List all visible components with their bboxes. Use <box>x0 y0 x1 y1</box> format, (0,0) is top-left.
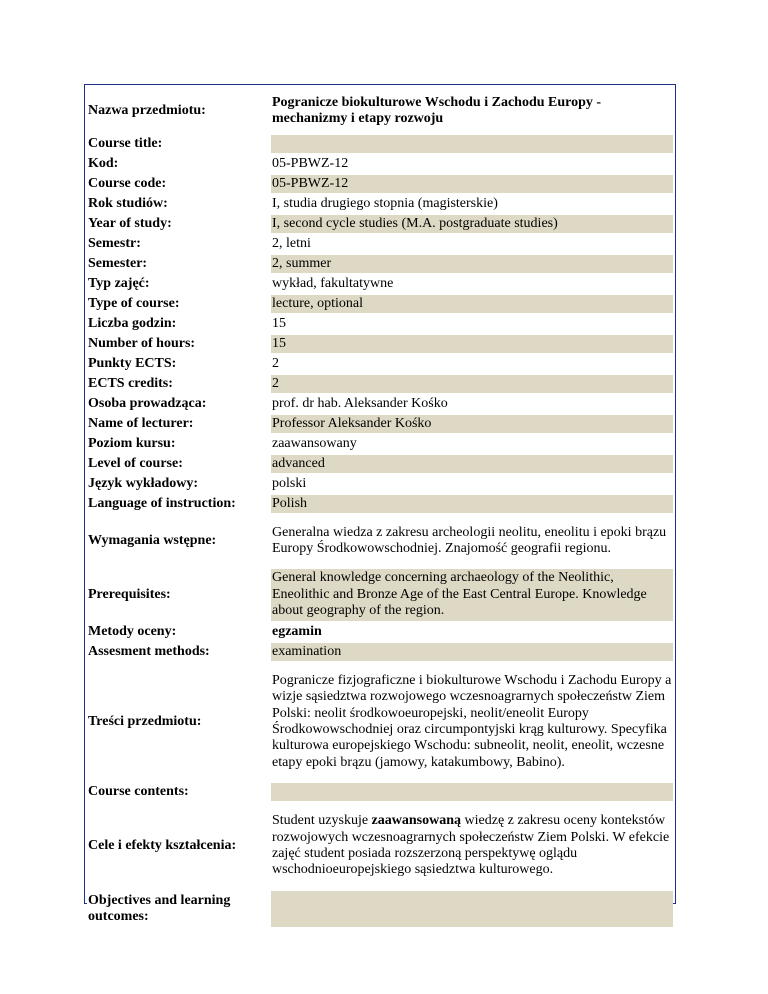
course-info-table <box>87 87 673 929</box>
row-level-pl <box>87 435 673 453</box>
row-label: Course contents: <box>87 783 267 801</box>
row-level-of-course <box>87 455 673 473</box>
row-label: Metody oceny: <box>87 623 267 641</box>
row-label: Poziom kursu: <box>87 435 267 453</box>
row-hours-pl <box>87 315 673 333</box>
row-value: 2, letni <box>271 235 673 253</box>
objectives-text-end: wiedzę z zakresu oceny kontekstów rozwojowych wczesnoagrarnych społeczeństw Ziem Polski. W efekcie zajęć student posiada rozszerzoną perspektywę oglądu wschodnioeuropejskiego sąsiedztwa kulturowego. <box>272 813 670 878</box>
row-value: 15 <box>271 335 673 353</box>
objectives-text-emphasis: zaawansowaną <box>371 813 462 829</box>
row-label: Nazwa przedmiotu: <box>87 89 267 133</box>
row-label: Rok studiów: <box>87 195 267 213</box>
row-label: ECTS credits: <box>87 375 267 393</box>
row-label: Cele i efekty kształcenia: <box>87 803 267 889</box>
row-value: I, studia drugiego stopnia (magisterskie) <box>271 195 673 213</box>
row-course-contents <box>87 783 673 801</box>
row-prerequisites <box>87 569 673 621</box>
row-course-code <box>87 175 673 193</box>
row-prerequisites-pl <box>87 515 673 567</box>
row-value: advanced <box>271 455 673 473</box>
row-label: Year of study: <box>87 215 267 233</box>
row-label: Objectives and learning outcomes: <box>87 891 267 927</box>
row-contents-pl <box>87 663 673 781</box>
row-value: zaawansowany <box>271 435 673 453</box>
row-value: 2 <box>271 355 673 373</box>
row-label: Course code: <box>87 175 267 193</box>
row-label: Osoba prowadząca: <box>87 395 267 413</box>
row-language-pl <box>87 475 673 493</box>
row-type-of-course <box>87 295 673 313</box>
row-value: lecture, optional <box>271 295 673 313</box>
row-label: Type of course: <box>87 295 267 313</box>
row-objectives-pl <box>87 803 673 889</box>
row-assessment-pl <box>87 623 673 641</box>
row-value: Generalna wiedza z zakresu archeologii neolitu, eneolitu i epoki brązu Europy Środkowowschodniej. Znajomość geografii regionu. <box>271 515 673 567</box>
row-value: Professor Aleksander Kośko <box>271 415 673 433</box>
row-code-pl <box>87 155 673 173</box>
row-value: prof. dr hab. Aleksander Kośko <box>271 395 673 413</box>
row-label: Język wykładowy: <box>87 475 267 493</box>
row-label: Assesment methods: <box>87 643 267 661</box>
row-value: polski <box>271 475 673 493</box>
row-value: 2, summer <box>271 255 673 273</box>
row-label: Typ zajęć: <box>87 275 267 293</box>
row-value: Pogranicze biokulturowe Wschodu i Zachodu Europy - mechanizmy i etapy rozwoju <box>271 89 673 133</box>
row-semester-pl <box>87 235 673 253</box>
row-number-of-hours <box>87 335 673 353</box>
row-ects-credits <box>87 375 673 393</box>
row-value <box>271 135 673 153</box>
row-lecturer-pl <box>87 395 673 413</box>
row-label: Name of lecturer: <box>87 415 267 433</box>
row-label: Language of instruction: <box>87 495 267 513</box>
row-year-of-study <box>87 215 673 233</box>
row-label: Punkty ECTS: <box>87 355 267 373</box>
objectives-text-start: Student uzyskuje <box>272 813 372 829</box>
row-value: 05-PBWZ-12 <box>271 175 673 193</box>
row-semester <box>87 255 673 273</box>
row-label: Semestr: <box>87 235 267 253</box>
row-value: 15 <box>271 315 673 333</box>
row-year-pl <box>87 195 673 213</box>
row-label: Course title: <box>87 135 267 153</box>
row-label: Prerequisites: <box>87 569 267 621</box>
row-value: Pogranicze fizjograficzne i biokulturowe Wschodu i Zachodu Europy a wizje sąsiedztwa rozwojowego wczesnoagrarnych społeczeństw Ziem Polski: neolit środkowoeuropejski, neolit/eneolit Europy Środkowowschodniej oraz circumpontyjski krąg kulturowy. Specyfika kulturowa europejskiego Wschodu: subneolit, neolit, eneolit, wczesne etapy epoki brązu (jamowy, katakumbowy, Babino). <box>271 663 673 781</box>
row-value <box>271 891 673 927</box>
row-value <box>271 803 673 889</box>
row-value: examination <box>271 643 673 661</box>
row-value: wykład, fakultatywne <box>271 275 673 293</box>
row-label: Semester: <box>87 255 267 273</box>
row-course-title <box>87 135 673 153</box>
row-value <box>271 783 673 801</box>
row-ects-pl <box>87 355 673 373</box>
row-value: General knowledge concerning archaeology of the Neolithic, Eneolithic and Bronze Age of the East Central Europe. Knowledge about geography of the region. <box>271 569 673 621</box>
row-value: I, second cycle studies (M.A. postgraduate studies) <box>271 215 673 233</box>
row-label: Treści przedmiotu: <box>87 663 267 781</box>
row-value: 05-PBWZ-12 <box>271 155 673 173</box>
row-objectives-learning-outcomes <box>87 891 673 927</box>
row-name-of-lecturer <box>87 415 673 433</box>
row-label: Level of course: <box>87 455 267 473</box>
row-label: Liczba godzin: <box>87 315 267 333</box>
row-label: Number of hours: <box>87 335 267 353</box>
row-label: Wymagania wstępne: <box>87 515 267 567</box>
row-label: Kod: <box>87 155 267 173</box>
course-sheet <box>84 84 676 924</box>
row-value: 2 <box>271 375 673 393</box>
row-language-of-instruction <box>87 495 673 513</box>
row-course-name-pl <box>87 89 673 133</box>
row-value: egzamin <box>271 623 673 641</box>
row-value: Polish <box>271 495 673 513</box>
row-type-pl <box>87 275 673 293</box>
row-assessment-methods <box>87 643 673 661</box>
